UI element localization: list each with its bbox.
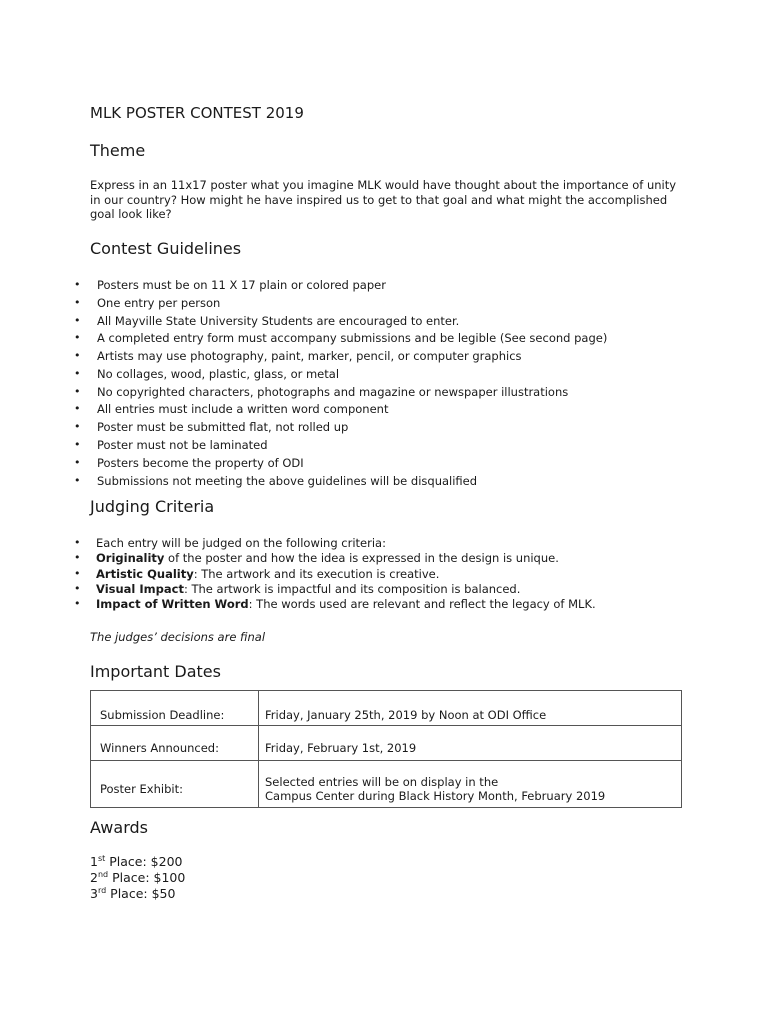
judging-heading: Judging Criteria — [90, 497, 215, 516]
bullet-icon: • — [74, 367, 81, 380]
date-label: Poster Exhibit: — [100, 782, 183, 796]
criterion-name: Visual Impact — [96, 582, 184, 596]
bullet-icon: • — [74, 438, 81, 451]
guideline-item: All entries must include a written word component — [97, 402, 389, 416]
page-title: MLK POSTER CONTEST 2019 — [90, 104, 304, 122]
date-value: Friday, February 1st, 2019 — [265, 741, 417, 755]
guideline-item: Poster must be submitted flat, not rolled up — [97, 420, 349, 434]
awards-heading: Awards — [90, 818, 148, 837]
criterion-item — [96, 597, 596, 611]
guideline-item: No copyrighted characters, photographs and magazine or newspaper illustrations — [97, 385, 569, 399]
date-label: Winners Announced: — [100, 741, 219, 755]
bullet-icon: • — [74, 296, 81, 309]
guideline-item: Poster must not be laminated — [97, 438, 268, 452]
table-divider — [91, 760, 681, 761]
guideline-item: A completed entry form must accompany submissions and be legible (See second page) — [97, 331, 608, 345]
guideline-item: Artists may use photography, paint, marker, pencil, or computer graphics — [97, 349, 522, 363]
judges-final-note: The judges’ decisions are final — [90, 630, 266, 644]
table-divider — [258, 691, 259, 807]
table-divider — [91, 725, 681, 726]
date-value: Friday, January 25th, 2019 by Noon at ODI Office — [265, 708, 547, 722]
theme-line-3: goal look like? — [90, 207, 172, 221]
bullet-icon: • — [74, 420, 81, 433]
date-value: Campus Center during Black History Month, February 2019 — [265, 789, 606, 803]
guideline-item: Posters become the property of ODI — [97, 456, 304, 470]
bullet-icon: • — [74, 278, 81, 291]
bullet-icon: • — [74, 349, 81, 362]
bullet-icon: • — [74, 582, 81, 595]
bullet-icon: • — [74, 536, 81, 549]
theme-heading: Theme — [90, 141, 146, 160]
criterion-item — [96, 551, 559, 565]
dates-heading: Important Dates — [90, 662, 221, 681]
bullet-icon: • — [74, 456, 81, 469]
criterion-name: Originality — [96, 551, 165, 565]
criterion-item — [96, 582, 520, 596]
award-third-place: 3rd Place: $50 — [90, 886, 176, 901]
guideline-item: Submissions not meeting the above guidelines will be disqualified — [97, 474, 478, 488]
criterion-desc: : The artwork and its execution is creative. — [193, 567, 440, 581]
award-first-place: 1st Place: $200 — [90, 854, 183, 869]
criterion-desc: : The artwork is impactful and its composition is balanced. — [183, 582, 521, 596]
bullet-icon: • — [74, 331, 81, 344]
award-second-place: 2nd Place: $100 — [90, 870, 186, 885]
criterion-name: Artistic Quality — [96, 567, 194, 581]
guideline-item: One entry per person — [97, 296, 221, 310]
bullet-icon: • — [74, 385, 81, 398]
date-label: Submission Deadline: — [100, 708, 225, 722]
bullet-icon: • — [74, 567, 81, 580]
bullet-icon: • — [74, 402, 81, 415]
bullet-icon: • — [74, 551, 81, 564]
guideline-item: Posters must be on 11 X 17 plain or colored paper — [97, 278, 386, 292]
criterion-desc: of the poster and how the idea is expressed in the design is unique. — [164, 551, 559, 565]
guideline-item: All Mayville State University Students are encouraged to enter. — [97, 314, 460, 328]
criterion-desc: : The words used are relevant and reflect the legacy of MLK. — [248, 597, 596, 611]
dates-table — [90, 690, 682, 808]
date-value: Selected entries will be on display in the — [265, 775, 499, 789]
guidelines-heading: Contest Guidelines — [90, 239, 242, 258]
bullet-icon: • — [74, 597, 81, 610]
criterion-name: Impact of Written Word — [96, 597, 249, 611]
bullet-icon: • — [74, 314, 81, 327]
guideline-item: No collages, wood, plastic, glass, or metal — [97, 367, 340, 381]
bullet-icon: • — [74, 474, 81, 487]
theme-line-1: Express in an 11x17 poster what you imagine MLK would have thought about the importance of unity — [90, 178, 677, 192]
theme-line-2: in our country? How might he have inspired us to get to that goal and what might the accomplished — [90, 193, 668, 207]
criterion-item — [96, 567, 439, 581]
judging-intro: Each entry will be judged on the following criteria: — [96, 536, 386, 550]
